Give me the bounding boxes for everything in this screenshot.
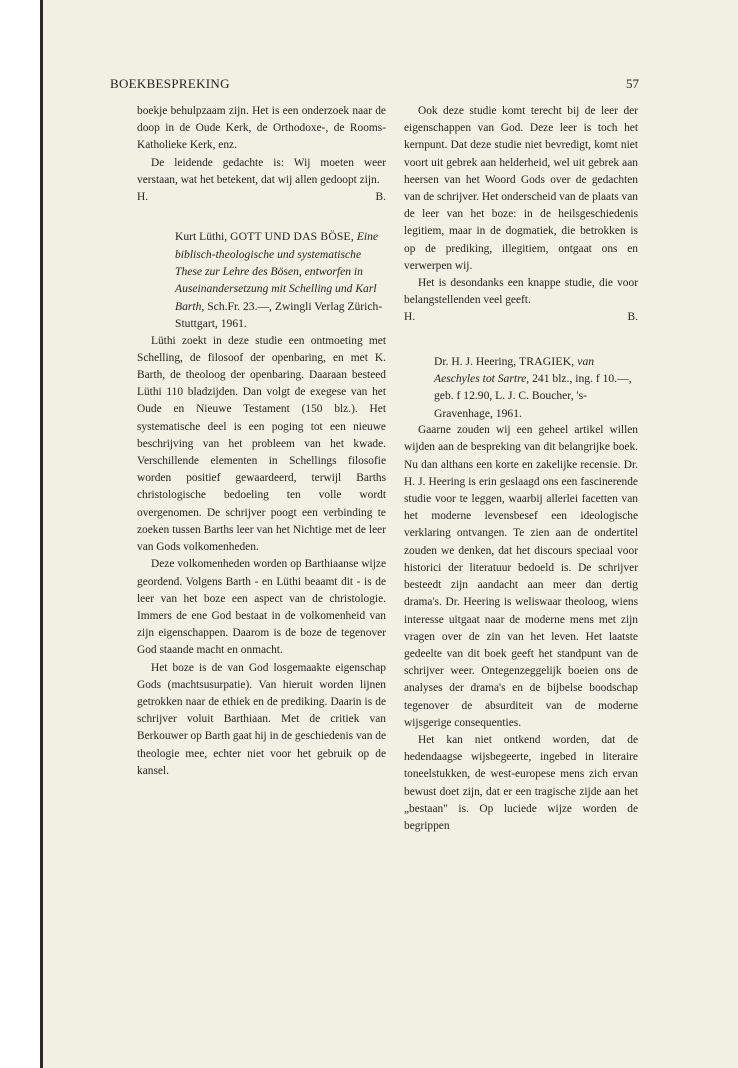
- review-paragraph: Ook deze studie komt terecht bij de leer der eigenschappen van God. Deze leer is toch het kernpunt. Dat deze studie niet bevredigt, komt niet voort uit gebrek aan helderheid, wel uit gebrek aan heersen van het Woord Gods over de gedachten van de schrijver. Het onderscheid van de plaats van de leer van het boze: in de heilsgeschiedenis legitiem, maar in de dogmatiek, die betrokken is op de prediking, illegitiem, ontgaat ons en verwerpen wij.: [404, 105, 638, 272]
- left-signature-1: [137, 189, 386, 206]
- left-column: [137, 103, 386, 780]
- left-continuation-paragraph: De leidende gedachte is: Wij moeten weer verstaan, wat het betekent, dat wij allen gedoopt zijn.: [137, 156, 386, 186]
- page-number: 57: [626, 76, 639, 91]
- review-subtitle: Eine biblisch-theologische und systematische These zur Lehre des Bösen, entworfen in Auseinandersetzung mit Schelling und Karl Barth,: [175, 230, 379, 313]
- review-paragraph: Het is desondanks een knappe studie, die voor belangstellenden veel geeft.: [404, 277, 638, 307]
- review-paragraph: Gaarne zouden wij een geheel artikel willen wijden aan de bespreking van dit belangrijke boek. Nu dan althans een korte en zakelijke recensie. Dr. H. J. Heering is erin geslaagd ons een fascinerende studie voor te leggen, waarbij allerlei facetten van het moderne levensbesef een ideologische verklaring ontvangen. Te zien aan de ondertitel zouden we denken, dat het discours speciaal voor historici der literatuur bedoeld is. De schrijver besteedt zijn aandacht aan meer dan dertig drama's. Dr. Heering is weliswaar theoloog, wiens interesse uitgaat naar de moderne mens met zijn vragen over de zin van het leven. Het laatste gedeelte van dit boek geeft het standpunt van de schrijver weer. Ontegenzeggelijk boeien ons de analyses der drama's en de bijbelse boodschap tegenover de absurditeit van de moderne wijsgerige consequenties.: [404, 424, 638, 729]
- review-author: Dr. H. J. Heering,: [434, 354, 517, 368]
- page-spine-edge: [40, 0, 43, 1068]
- left-continuation-paragraph: boekje behulpzaam zijn. Het is een onderzoek naar de doop in de Oude Kerk, de Orthodoxe-, de Rooms-Katholieke Kerk, enz.: [137, 105, 386, 152]
- review-details: 241 blz., ing. f 10.—, geb. f 12.90, L. J. C. Boucher, 's-Gravenhage, 1961.: [434, 372, 632, 420]
- signature-initial-right: B.: [627, 311, 638, 324]
- signature-initial-left: H.: [137, 191, 149, 204]
- review-paragraph: Het boze is de van God losgemaakte eigenschap Gods (machtsusurpatie). Van hieruit worden lijnen getrokken naar de ethiek en de prediking. Daarin is de schrijver voluit Barthiaan. Met de critiek van Berkouwer op Barth gaat hij in de geschiedenis van de theologie mee, echter niet voor het gebruik op de kansel.: [137, 661, 386, 777]
- review-heading-luthi: [175, 228, 386, 332]
- review-author: Kurt Lüthi,: [175, 230, 228, 244]
- review-heading-heering: [434, 353, 638, 423]
- review-title: GOTT UND DAS BÖSE,: [230, 230, 354, 244]
- review-paragraph: Lüthi zoekt in deze studie een ontmoeting met Schelling, de filosoof der openbaring, en met K. Barth, de theoloog der openbaring. Daaraan besteed Lüthi 110 bladzijden. Dan volgt de exegese van het Oude en Nieuwe Testament (150 blz.). Het systematische deel is een poging tot een nieuwe beschrijving van het probleem van het kwade. Verschillende elementen in Schellings filosofie worden positief gewaardeerd, terwijl Barths christologische bedoeling ten volle wordt overgenomen. De schrijver poogt een verbinding te zoeken tussen Barths leer van het Nichtige met de leer van Gods volkomenheden.: [137, 334, 386, 554]
- review-title: TRAGIEK,: [519, 354, 575, 368]
- signature-initial-left: H.: [404, 311, 416, 324]
- running-title: BOEKBESPREKING: [110, 76, 230, 91]
- right-column: [404, 103, 638, 835]
- review-details: Sch.Fr. 23.—, Zwingli Verlag Zürich-Stuttgart, 1961.: [175, 299, 383, 331]
- signature-initial-right: B.: [375, 191, 386, 204]
- right-signature-1: [404, 309, 638, 326]
- review-subtitle: van Aeschyles tot Sartre,: [434, 354, 595, 386]
- review-paragraph: Het kan niet ontkend worden, dat de hedendaagse wijsbegeerte, ingebed in literaire toneelstukken, de west-europese mens zich ervan bewust doet zijn, dat er een tragische zijde aan het „bestaan" is. Op luciede wijze worden de begrippen: [404, 733, 638, 832]
- review-paragraph: Deze volkomenheden worden op Barthiaanse wijze geordend. Volgens Barth - en Lüthi beaamt dit - is de leer van het boze een aspect van de christologie. Immers de ene God bestaat in de volkomenheid van zijn eigenschappen. Daarom is de boze de tegenover God staande macht en onmacht.: [137, 558, 386, 657]
